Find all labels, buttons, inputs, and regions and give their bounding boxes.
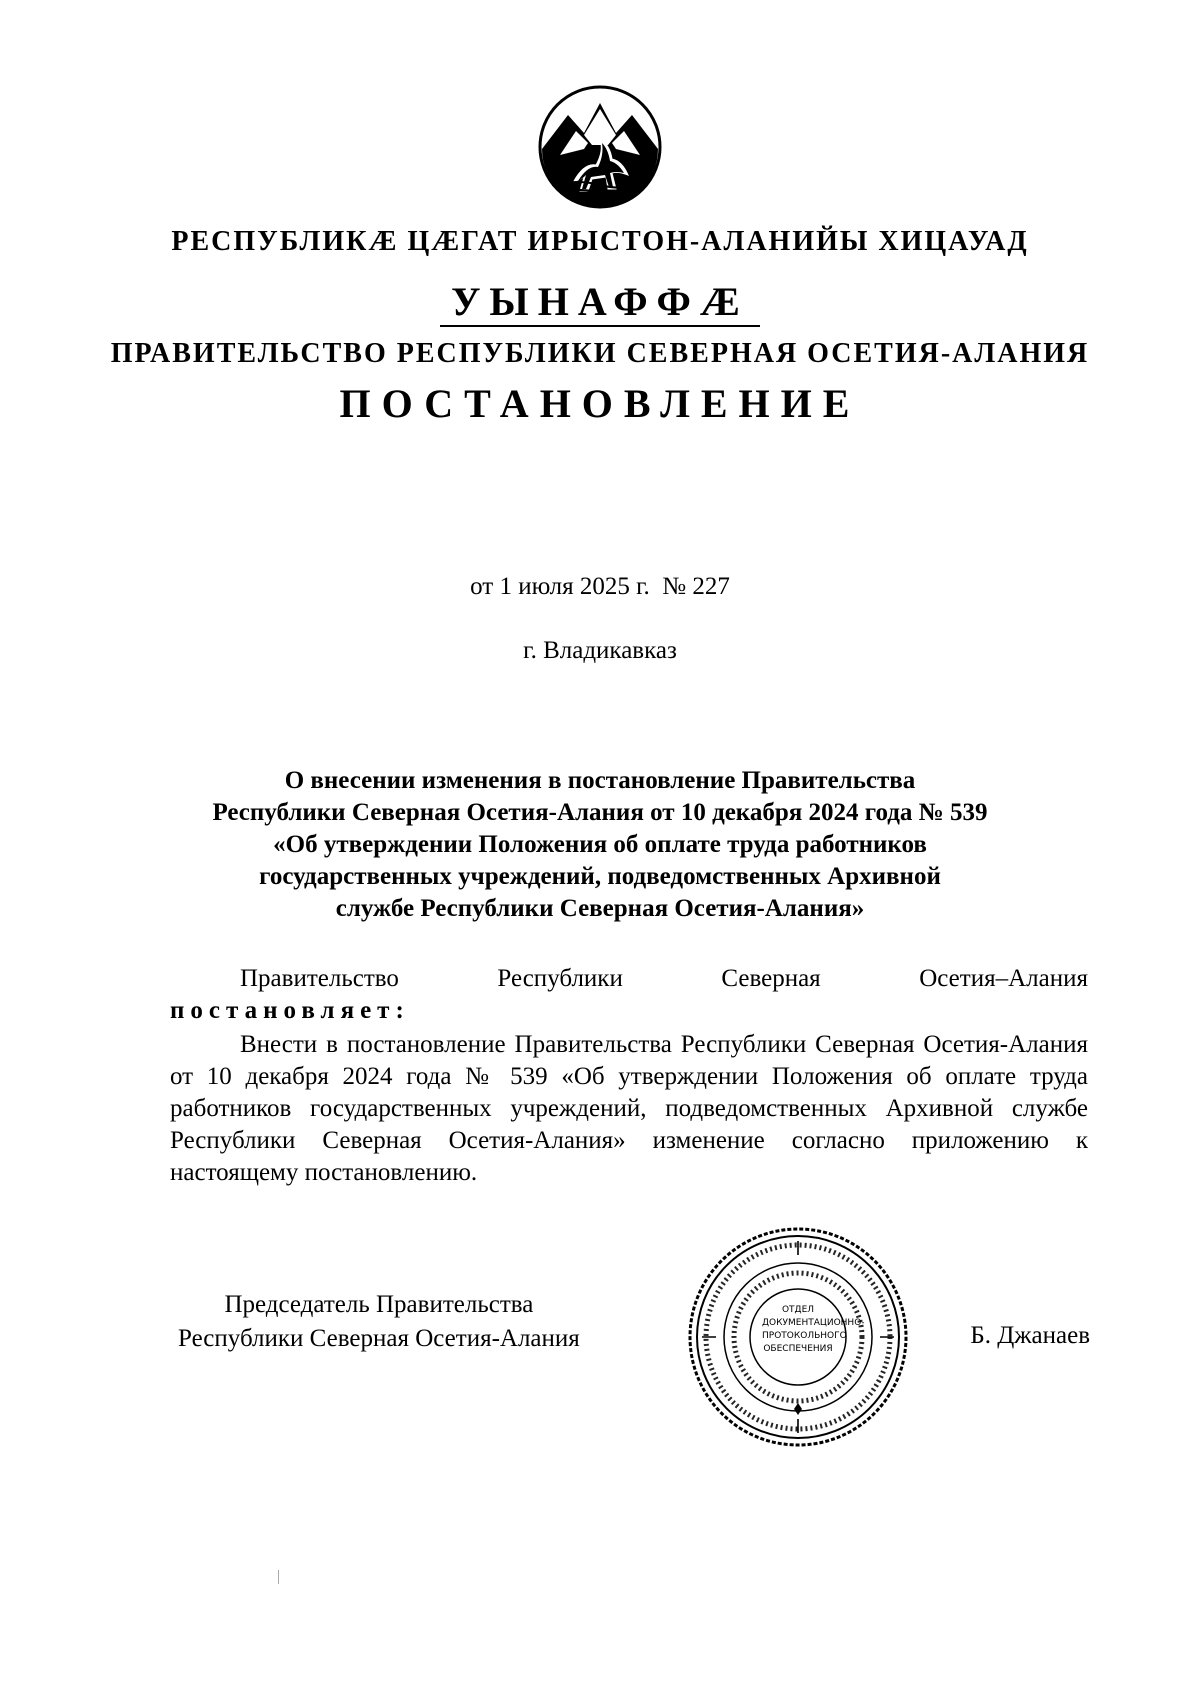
- coat-of-arms-icon: [538, 85, 662, 209]
- stamp-line: ОТДЕЛ: [781, 1305, 815, 1315]
- russian-org-name: ПРАВИТЕЛЬСТВО РЕСПУБЛИКИ СЕВЕРНАЯ ОСЕТИЯ-АЛАНИЯ: [110, 338, 1090, 369]
- preamble: [170, 963, 1088, 1027]
- russian-doc-type: ПОСТАНОВЛЕНИЕ: [339, 381, 861, 426]
- title-line: государственных учреждений, подведомственных Архивной: [259, 863, 941, 890]
- ossetian-org-name: РЕСПУБЛИКÆ ЦÆГАТ ИРЫСТОН-АЛАНИЙЫ ХИЦАУАД: [171, 226, 1029, 257]
- ossetian-doc-type: УЫНАФФÆ: [451, 279, 749, 324]
- document-city: г. Владикавказ: [523, 637, 677, 664]
- signer-position-line: Председатель Правительства: [224, 1291, 534, 1318]
- title-line: «Об утверждении Положения об оплате труда работников: [273, 831, 927, 858]
- preamble-word: Северная: [721, 965, 821, 992]
- signer-position-line: Республики Северная Осетия-Алания: [178, 1325, 580, 1352]
- stamp-line: ДОКУМЕНТАЦИОННО-: [762, 1318, 865, 1328]
- preamble-word: Республики: [497, 965, 623, 992]
- preamble-word: Правительство: [240, 965, 399, 992]
- title-line: службе Республики Северная Осетия-Алания»: [335, 895, 865, 922]
- signer-position: [178, 1288, 580, 1356]
- document-date: от 1 июля 2025 г.: [470, 573, 650, 600]
- stamp-line: ПРОТОКОЛЬНОГО: [762, 1331, 847, 1341]
- header-divider: [440, 325, 760, 327]
- title-line: Республики Северная Осетия-Алания от 10 декабря 2024 года № 539: [212, 799, 988, 826]
- signer-name: Б. Джанаев: [970, 1322, 1090, 1349]
- scan-speck: [278, 1570, 279, 1584]
- preamble-word: Осетия–Алания: [919, 965, 1088, 992]
- date-line: [0, 573, 1200, 601]
- document-number: № 227: [662, 573, 730, 600]
- document-title: [150, 765, 1050, 925]
- title-line: О внесении изменения в постановление Правительства: [284, 767, 916, 794]
- resolves-word: постановляет:: [170, 997, 410, 1024]
- stamp-line: ОБЕСПЕЧЕНИЯ: [763, 1344, 833, 1354]
- main-paragraph: Внести в постановление Правительства Республики Северная Осетия-Алания от 10 декабря 2024 года № 539 «Об утверждении Положения об оплате труда работников государственных учреждений, подведомственных Архивной службе Республики Северная Осетия-Алания» изменение согласно приложению к настоящему постановлению.: [170, 1031, 1088, 1186]
- stamp-center-text: [762, 1304, 865, 1356]
